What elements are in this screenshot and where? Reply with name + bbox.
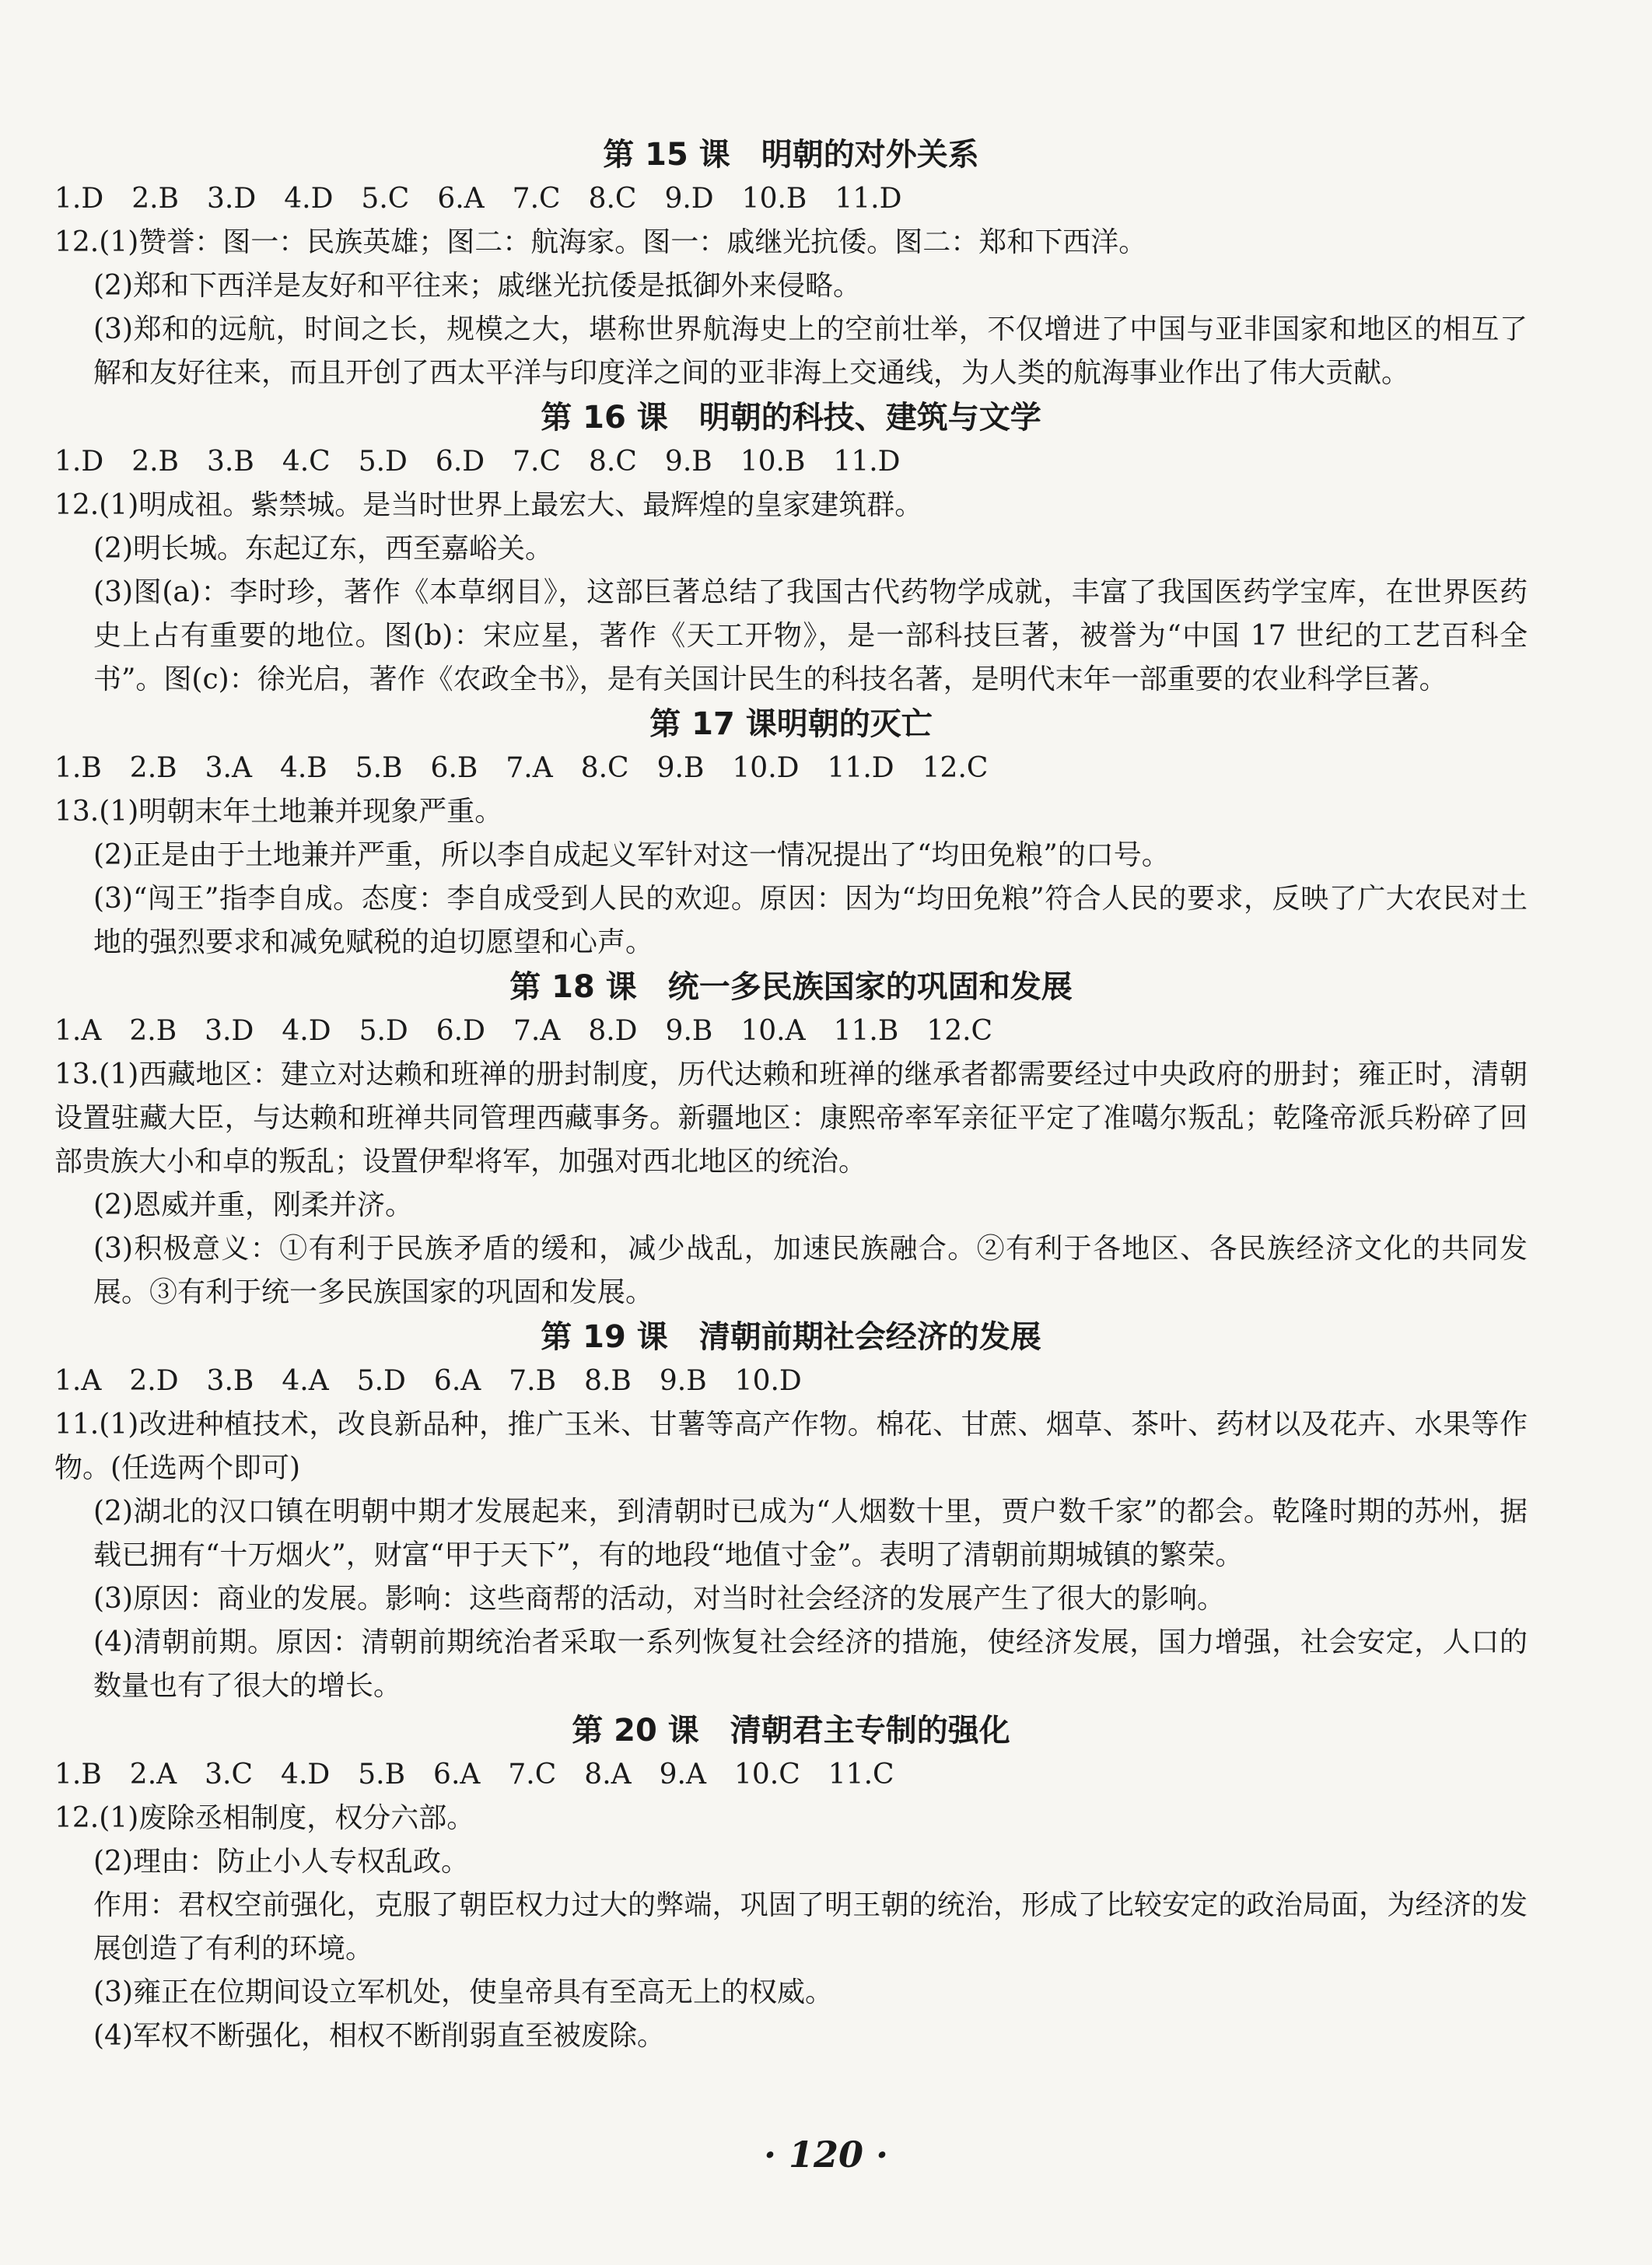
lesson-20-item-3: 作用：君权空前强化，克服了朝臣权力过大的弊端，巩固了明王朝的统治，形成了比较安定的政治局面，为经济的发展创造了有利的环境。: [93, 1889, 1528, 1965]
lesson-15-item-2: (2)郑和下西洋是友好和平往来；戚继光抗倭是抵御外来侵略。: [93, 270, 861, 302]
lesson-18-item-2: (2)恩威并重，刚柔并济。: [93, 1189, 413, 1221]
lesson-20-item-2: (2)理由：防止小人专权乱政。: [93, 1846, 469, 1878]
lesson-19-item-1: 11.(1)改进种植技术，改良新品种，推广玉米、甘薯等高产作物。棉花、甘蔗、烟草、茶叶、药材以及花卉、水果等作物。(任选两个即可): [54, 1409, 1528, 1484]
lesson-17-item-1: 13.(1)明朝末年土地兼并现象严重。: [54, 796, 503, 828]
lesson-19-item-4: (4)清朝前期。原因：清朝前期统治者采取一系列恢复社会经济的措施，使经济发展，国力增强，社会安定，人口的数量也有了很大的增长。: [93, 1626, 1528, 1702]
lesson-15-item-3: (3)郑和的远航，时间之长，规模之大，堪称世界航海史上的空前壮举，不仅增进了中国与亚非国家和地区的相互了解和友好往来，而且开创了西太平洋与印度洋之间的亚非海上交通线，为人类的航海事业作出了伟大贡献。: [93, 313, 1528, 389]
lesson-17-item-3: (3)“闯王”指李自成。态度：李自成受到人民的欢迎。原因：因为“均田免粮”符合人民的要求，反映了广大农民对土地的强烈要求和减免赋税的迫切愿望和心声。: [93, 883, 1528, 958]
lesson-18-title: 第 18 课 统一多民族国家的巩固和发展: [509, 969, 1073, 1005]
lesson-19-item-2: (2)湖北的汉口镇在明朝中期才发展起来，到清朝时已成为“人烟数十里，贾户数千家”的都会。乾隆时期的苏州，据载已拥有“十万烟火”，财富“甲于天下”，有的地段“地值寸金”。表明了清朝前期城镇的繁荣。: [93, 1496, 1528, 1571]
lesson-20-item-4: (3)雍正在位期间设立军机处，使皇帝具有至高无上的权威。: [93, 1976, 833, 2008]
lesson-18-choice-answers: 1.A 2.B 3.D 4.D 5.D 6.D 7.A 8.D 9.B 10.A 11.B 12.C: [54, 1015, 993, 1047]
lesson-16-title: 第 16 课 明朝的科技、建筑与文学: [541, 400, 1041, 436]
lesson-18-section: [54, 964, 1528, 1315]
page-number: · 120 ·: [763, 2134, 889, 2176]
lesson-19-choice-answers: 1.A 2.D 3.B 4.A 5.D 6.A 7.B 8.B 9.B 10.D: [54, 1365, 802, 1397]
lesson-20-section: [54, 1708, 1528, 2058]
lesson-18-item-1: 13.(1)西藏地区：建立对达赖和班禅的册封制度，历代达赖和班禅的继承者都需要经过中央政府的册封；雍正时，清朝设置驻藏大臣，与达赖和班禅共同管理西藏事务。新疆地区：康熙帝率军亲征平定了准噶尔叛乱；乾隆帝派兵粉碎了回部贵族大小和卓的叛乱；设置伊犁将军，加强对西北地区的统治。: [54, 1059, 1528, 1178]
lesson-16-item-3: (3)图(a)：李时珍，著作《本草纲目》，这部巨著总结了我国古代药物学成就，丰富了我国医药学宝库，在世界医药史上占有重要的地位。图(b)：宋应星，著作《天工开物》，是一部科技巨著，被誉为“中国 17 世纪的工艺百科全书”。图(c)：徐光启，著作《农政全书》，是有关国计民生的科技名著，是明代末年一部重要的农业科学巨著。: [93, 576, 1528, 695]
lesson-15-choice-answers: 1.D 2.B 3.D 4.D 5.C 6.A 7.C 8.C 9.D 10.B 11.D: [54, 183, 902, 215]
lesson-17-item-2: (2)正是由于土地兼并严重，所以李自成起义军针对这一情况提出了“均田免粮”的口号。: [93, 839, 1170, 871]
lesson-16-item-1: 12.(1)明成祖。紫禁城。是当时世界上最宏大、最辉煌的皇家建筑群。: [54, 489, 923, 521]
lesson-19-title: 第 19 课 清朝前期社会经济的发展: [541, 1319, 1041, 1355]
lesson-20-title: 第 20 课 清朝君主专制的强化: [572, 1713, 1010, 1749]
lesson-15-item-1: 12.(1)赞誉：图一：民族英雄；图二：航海家。图一：戚继光抗倭。图二：郑和下西洋。: [54, 226, 1147, 258]
lesson-15-section: [54, 132, 1528, 395]
lesson-20-choice-answers: 1.B 2.A 3.C 4.D 5.B 6.A 7.C 8.A 9.A 10.C 11.C: [54, 1759, 894, 1791]
lesson-20-item-5: (4)军权不断强化，相权不断削弱直至被废除。: [93, 2020, 665, 2052]
lesson-15-title: 第 15 课 明朝的对外关系: [603, 137, 979, 173]
lesson-17-choice-answers: 1.B 2.B 3.A 4.B 5.B 6.B 7.A 8.C 9.B 10.D 11.D 12.C: [54, 752, 989, 784]
lesson-18-item-3: (3)积极意义：①有利于民族矛盾的缓和，减少战乱，加速民族融合。②有利于各地区、各民族经济文化的共同发展。③有利于统一多民族国家的巩固和发展。: [93, 1233, 1528, 1308]
lesson-16-choice-answers: 1.D 2.B 3.B 4.C 5.D 6.D 7.C 8.C 9.B 10.B 11.D: [54, 446, 901, 478]
lesson-17-title: 第 17 课明朝的灭亡: [649, 706, 933, 742]
lesson-19-item-3: (3)原因：商业的发展。影响：这些商帮的活动，对当时社会经济的发展产生了很大的影响。: [93, 1583, 1225, 1615]
lesson-17-section: [54, 702, 1528, 964]
lesson-16-item-2: (2)明长城。东起辽东，西至嘉峪关。: [93, 533, 553, 565]
lesson-20-item-1: 12.(1)废除丞相制度，权分六部。: [54, 1802, 475, 1834]
lesson-16-section: [54, 395, 1528, 702]
lesson-19-section: [54, 1315, 1528, 1708]
